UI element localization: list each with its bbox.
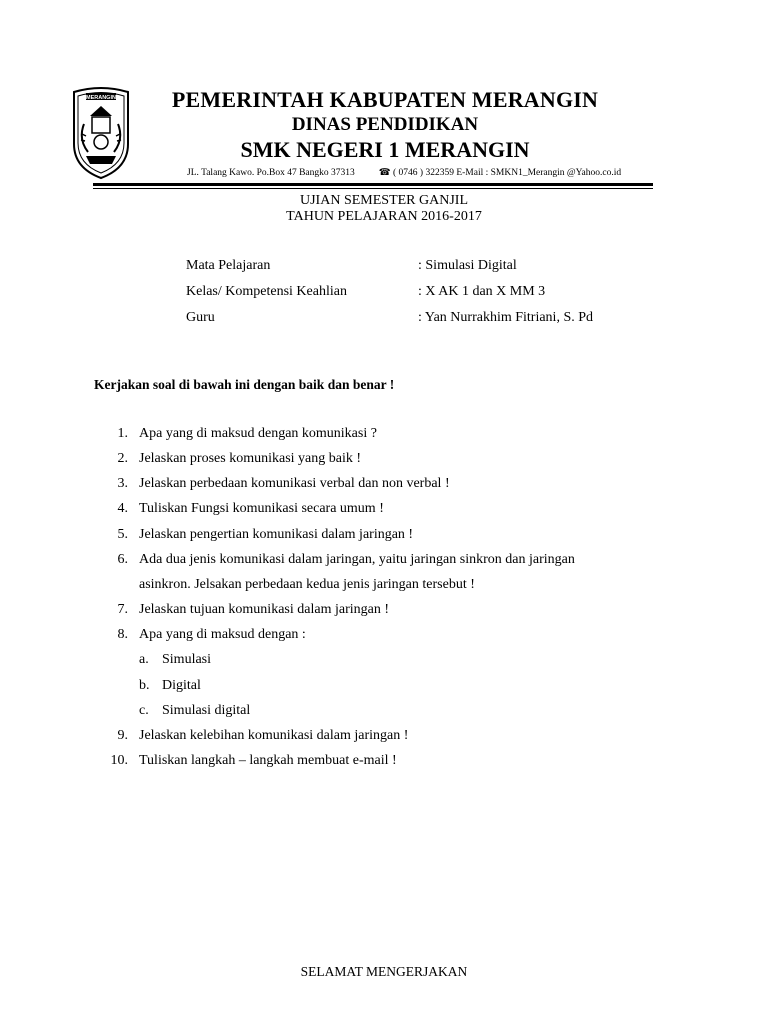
identity-label-subject: Mata Pelajaran	[186, 258, 271, 273]
identity-value-subject: : Simulasi Digital	[418, 258, 517, 273]
sub-item-text: Simulasi	[162, 652, 212, 667]
identity-label-class: Kelas/ Kompetensi Keahlian	[186, 284, 347, 299]
question-text: Jelaskan pengertian komunikasi dalam jaringan !	[139, 527, 414, 542]
identity-label-teacher: Guru	[186, 310, 215, 325]
header-rule-thin	[93, 188, 653, 189]
contact-text: ☎ ( 0746 ) 322359 E-Mail : SMKN1_Merangin @Yahoo.co.id	[378, 168, 622, 178]
sub-item-text: Digital	[162, 678, 201, 693]
question-text: Jelaskan proses komunikasi yang baik !	[139, 451, 362, 466]
department-name: DINAS PENDIDIKAN	[291, 114, 479, 135]
identity-value-teacher: : Yan Nurrakhim Fitriani, S. Pd	[418, 310, 594, 325]
closing-message: SELAMAT MENGERJAKAN	[300, 964, 468, 979]
question-text: Tuliskan langkah – langkah membuat e-mail !	[139, 753, 397, 768]
header-rule-thick	[93, 183, 653, 186]
question-number: 1.	[117, 426, 128, 441]
question-text: Jelaskan perbedaan komunikasi verbal dan non verbal !	[139, 476, 450, 491]
question-number: 3.	[117, 476, 128, 491]
question-number: 5.	[117, 527, 128, 542]
question-number: 2.	[117, 451, 128, 466]
question-number: 7.	[117, 602, 128, 617]
question-number: 4.	[117, 501, 128, 516]
address-text: JL. Talang Kawo. Po.Box 47 Bangko 37313	[187, 168, 355, 178]
question-text-continued: asinkron. Jelsakan perbedaan kedua jenis jaringan tersebut !	[139, 577, 475, 592]
question-number: 10.	[110, 753, 128, 768]
question-number: 6.	[117, 552, 128, 567]
logo-label: MERANGIN	[86, 95, 116, 101]
sub-item-letter: a.	[139, 652, 149, 667]
school-name: SMK NEGERI 1 MERANGIN	[240, 137, 530, 162]
question-text: Apa yang di maksud dengan :	[139, 627, 306, 642]
identity-value-class: : X AK 1 dan X MM 3	[418, 284, 546, 299]
question-text: Apa yang di maksud dengan komunikasi ?	[139, 426, 377, 441]
question-number: 9.	[117, 728, 128, 743]
sub-item-letter: c.	[139, 703, 149, 718]
question-text: Tuliskan Fungsi komunikasi secara umum !	[139, 501, 384, 516]
question-number: 8.	[117, 627, 128, 642]
exam-title: UJIAN SEMESTER GANJIL	[300, 193, 468, 208]
sub-item-letter: b.	[139, 678, 150, 693]
question-text: Ada dua jenis komunikasi dalam jaringan, yaitu jaringan sinkron dan jaringan	[139, 552, 575, 567]
regency-emblem-icon	[66, 84, 136, 180]
question-text: Jelaskan kelebihan komunikasi dalam jaringan !	[139, 728, 409, 743]
instruction: Kerjakan soal di bawah ini dengan baik dan benar !	[94, 377, 395, 392]
exam-year: TAHUN PELAJARAN 2016-2017	[286, 209, 482, 224]
government-name: PEMERINTAH KABUPATEN MERANGIN	[171, 87, 599, 112]
question-text: Jelaskan tujuan komunikasi dalam jaringan !	[139, 602, 389, 617]
sub-item-text: Simulasi digital	[162, 703, 251, 718]
school-address	[187, 167, 621, 178]
